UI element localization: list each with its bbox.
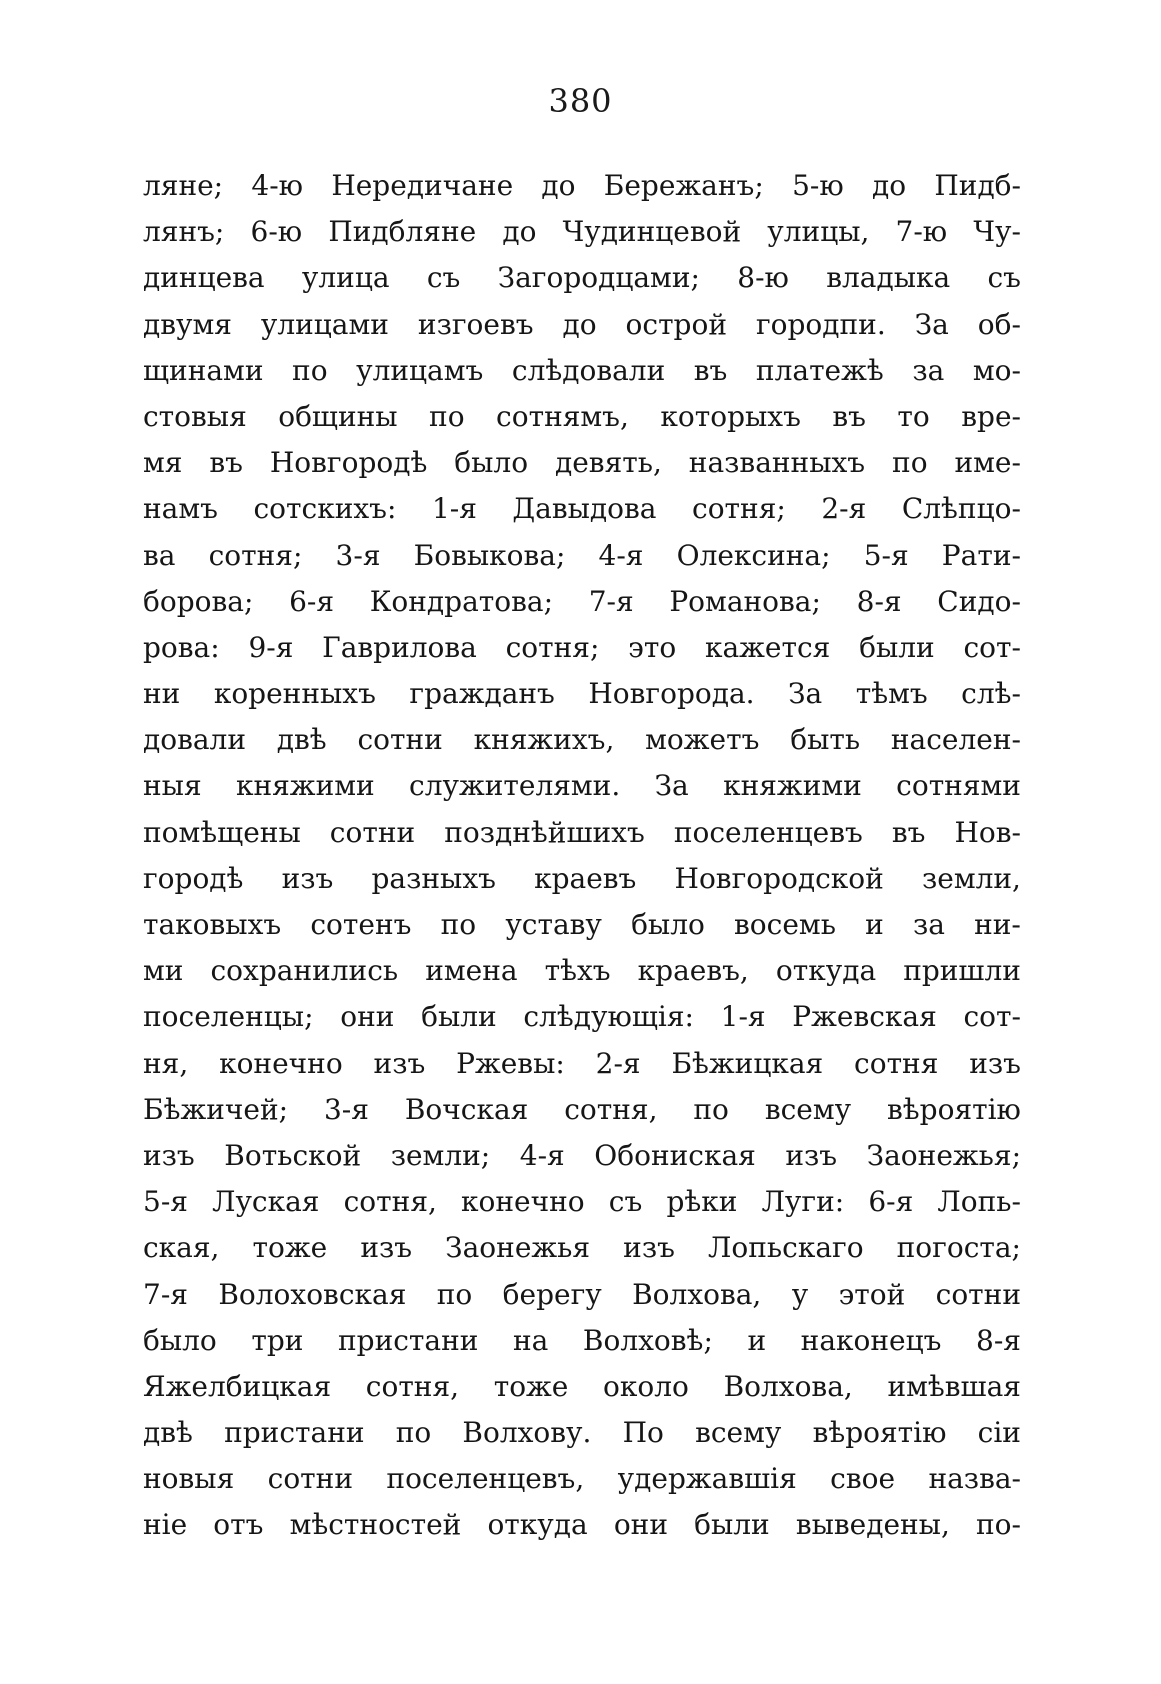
text-line: стовыя общины по сотнямъ, которыхъ въ то вре- <box>143 399 1021 433</box>
text-line: поселенцы; они были слѣдующія: 1-я Ржевская сот- <box>143 1000 1021 1034</box>
text-line: было три пристани на Волховѣ; и наконецъ 8-я <box>143 1323 1021 1357</box>
text-line: ныя княжими служителями. За княжими сотнями <box>143 769 1021 803</box>
text-line: ляне; 4-ю Нередичане до Бережанъ; 5-ю до Пидб- <box>143 169 1021 202</box>
text-line: ми сохранились имена тѣхъ краевъ, откуда пришли <box>143 954 1021 988</box>
text-line: ни коренныхъ гражданъ Новгорода. За тѣмъ слѣ- <box>143 677 1021 711</box>
text-line: изъ Вотьской земли; 4-я Обониская изъ Заонежья; <box>143 1138 1021 1172</box>
text-line: 5-я Луская сотня, конечно съ рѣки Луги: 6-я Лопь- <box>143 1185 1021 1219</box>
text-line: Бѣжичей; 3-я Вочская сотня, по всему вѣроятію <box>143 1092 1021 1126</box>
text-line: двумя улицами изгоевъ до острой городпи. За об- <box>143 307 1021 341</box>
text-line: лянъ; 6-ю Пидбляне до Чудинцевой улицы, 7-ю Чу- <box>143 215 1021 249</box>
text-line: ня, конечно изъ Ржевы: 2-я Бѣжицкая сотня изъ <box>143 1046 1021 1080</box>
text-line: щинами по улицамъ слѣдовали въ платежѣ за мо- <box>143 353 1021 387</box>
text-line: Яжелбицкая сотня, тоже около Волхова, имѣвшая <box>143 1369 1021 1403</box>
text-line: городѣ изъ разныхъ краевъ Новгородской земли, <box>143 861 1021 895</box>
text-line: довали двѣ сотни княжихъ, можетъ быть населен- <box>143 723 1021 757</box>
text-line: ская, тоже изъ Заонежья изъ Лопьскаго погоста; <box>143 1231 1021 1265</box>
text-line: ва сотня; 3-я Бовыкова; 4-я Олексина; 5-я Рати- <box>143 538 1021 572</box>
text-line: помѣщены сотни позднѣйшихъ поселенцевъ въ Нов- <box>143 815 1021 849</box>
text-line: динцева улица съ Загородцами; 8-ю владыка съ <box>143 261 1021 295</box>
text-line: ніе отъ мѣстностей откуда они были выведены, по- <box>143 1508 1021 1542</box>
text-line: намъ сотскихъ: 1-я Давыдова сотня; 2-я Слѣпцо- <box>143 492 1021 526</box>
text-line: новыя сотни поселенцевъ, удержавшія свое назва- <box>143 1462 1021 1496</box>
text-line: 7-я Волоховская по берегу Волхова, у этой сотни <box>143 1277 1021 1311</box>
text-line: борова; 6-я Кондратова; 7-я Романова; 8-я Сидо- <box>143 584 1021 618</box>
text-line: таковыхъ сотенъ по уставу было восемь и за ни- <box>143 908 1021 941</box>
text-line: рова: 9-я Гаврилова сотня; это кажется были сот- <box>143 630 1021 664</box>
text-line: мя въ Новгородѣ было девять, названныхъ по име- <box>143 446 1021 480</box>
text-line: двѣ пристани по Волхову. По всему вѣроятію сіи <box>143 1416 1021 1450</box>
body-text <box>143 163 1021 1549</box>
page-number: 380 <box>548 82 613 120</box>
